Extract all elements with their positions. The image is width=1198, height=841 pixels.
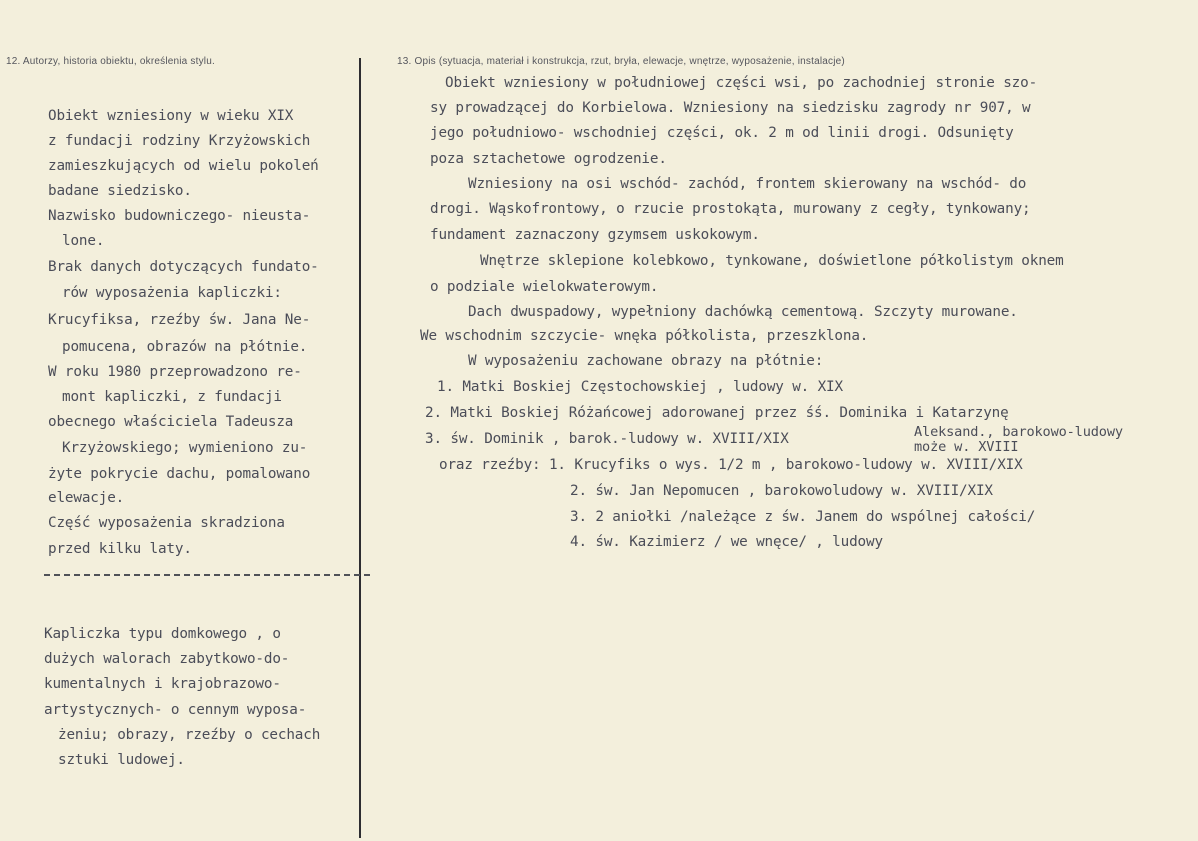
description-line: fundament zaznaczony gzymsem uskokowym. xyxy=(430,227,760,243)
style-line: żeniu; obrazy, rzeźby o cechach xyxy=(58,727,321,743)
history-line: Część wyposażenia skradziona xyxy=(48,515,285,531)
sculpture-item: 2. św. Jan Nepomucen , barokowoludowy w. XVIII/XIX xyxy=(570,483,993,499)
history-line: Obiekt wzniesiony w wieku XIX xyxy=(48,108,294,124)
sculpture-item: 3. 2 aniołki /należące z św. Janem do wspólnej całości/ xyxy=(570,509,1036,525)
history-line: Nazwisko budowniczego- nieusta- xyxy=(48,208,311,224)
painting-item: 2. Matki Boskiej Różańcowej adorowanej przez śś. Dominika i Katarzynę xyxy=(425,405,1009,421)
column-divider xyxy=(359,58,361,838)
painting-item: 1. Matki Boskiej Częstochowskiej , ludowy w. XIX xyxy=(437,379,843,395)
history-line: żyte pokrycie dachu, pomalowano xyxy=(48,466,311,482)
style-line: sztuki ludowej. xyxy=(58,752,185,768)
dashed-separator xyxy=(44,574,370,576)
style-line: kumentalnych i krajobrazowo- xyxy=(44,676,281,692)
description-line: sy prowadzącej do Korbielowa. Wzniesiony na siedzisku zagrody nr 907, w xyxy=(430,100,1031,116)
interline-note: Aleksand., barokowo-ludowy xyxy=(914,424,1123,440)
history-line: mont kapliczki, z fundacji xyxy=(62,389,282,405)
history-line: pomucena, obrazów na płótnie. xyxy=(62,339,308,355)
description-line: Wzniesiony na osi wschód- zachód, frontem skierowany na wschód- do xyxy=(468,176,1027,192)
section-13-header: 13. Opis (sytuacja, materiał i konstrukcja, rzut, bryła, elewacje, wnętrze, wyposażenie, instalacje) xyxy=(397,56,845,67)
section-12-header: 12. Autorzy, historia obiektu, określenia stylu. xyxy=(6,56,215,67)
history-line: obecnego właściciela Tadeusza xyxy=(48,414,294,430)
history-line: Krucyfiksa, rzeźby św. Jana Ne- xyxy=(48,312,311,328)
history-line: przed kilku laty. xyxy=(48,541,192,557)
interline-note: może w. XVIII xyxy=(914,439,1019,455)
sculpture-item: 4. św. Kazimierz / we wnęce/ , ludowy xyxy=(570,534,883,550)
description-line: Obiekt wzniesiony w południowej części wsi, po zachodniej stronie szo- xyxy=(445,75,1038,91)
description-line: Dach dwuspadowy, wypełniony dachówką cementową. Szczyty murowane. xyxy=(468,304,1018,320)
style-line: dużych walorach zabytkowo-do- xyxy=(44,651,290,667)
history-line: W roku 1980 przeprowadzono re- xyxy=(48,364,302,380)
style-line: Kapliczka typu domkowego , o xyxy=(44,626,281,642)
description-line: drogi. Wąskofrontowy, o rzucie prostokąta, murowany z cegły, tynkowany; xyxy=(430,201,1031,217)
history-line: badane siedzisko. xyxy=(48,183,192,199)
description-line: jego południowo- wschodniej części, ok. 2 m od linii drogi. Odsunięty xyxy=(430,125,1014,141)
history-line: elewacje. xyxy=(48,490,125,506)
history-line: lone. xyxy=(62,233,105,249)
description-line: Wnętrze sklepione kolebkowo, tynkowane, doświetlone półkolistym oknem xyxy=(480,253,1064,269)
description-line: poza sztachetowe ogrodzenie. xyxy=(430,151,667,167)
history-line: rów wyposażenia kapliczki: xyxy=(62,285,282,301)
history-line: zamieszkujących od wielu pokoleń xyxy=(48,158,319,174)
history-line: z fundacji rodziny Krzyżowskich xyxy=(48,133,311,149)
sculpture-item: oraz rzeźby: 1. Krucyfiks o wys. 1/2 m , barokowo-ludowy w. XVIII/XIX xyxy=(439,457,1023,473)
style-line: artystycznych- o cennym wyposa- xyxy=(44,702,307,718)
history-line: Brak danych dotyczących fundato- xyxy=(48,259,319,275)
description-line: We wschodnim szczycie- wnęka półkolista, przeszklona. xyxy=(420,328,869,344)
description-line: o podziale wielokwaterowym. xyxy=(430,279,659,295)
description-line: W wyposażeniu zachowane obrazy na płótnie: xyxy=(468,353,824,369)
history-line: Krzyżowskiego; wymieniono zu- xyxy=(62,440,308,456)
painting-item: 3. św. Dominik , barok.-ludowy w. XVIII/XIX xyxy=(425,431,789,447)
